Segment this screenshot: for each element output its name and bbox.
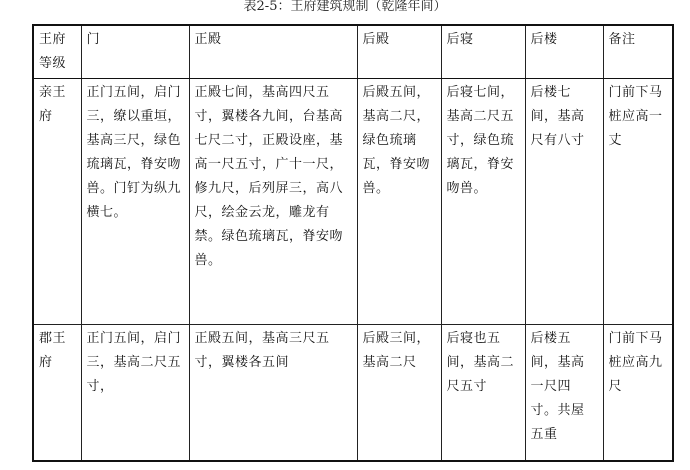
header-note: 备注 [603,25,673,79]
header-rank: 王府等级 [33,25,81,79]
cell-main-hall: 正殿五间，基高三尺五寸，翼楼各五间 [189,325,357,462]
cell-gate: 正门五间，启门三，缭以重垣，基高三尺，绿色琉璃瓦，脊安吻兽。门钉为纵九横七。 [81,79,189,325]
header-gate: 门 [81,25,189,79]
table-row [33,79,673,325]
header-rear-tower: 后楼 [525,25,603,79]
cell-rank: 亲王府 [33,79,81,325]
header-rear-hall: 后殿 [357,25,441,79]
cell-note: 门前下马桩应高一丈 [603,79,673,325]
cell-rear-hall: 后殿五间，基高二尺，绿色琉璃瓦，脊安吻兽。 [357,79,441,325]
cell-rear-tower: 后楼五间，基高一尺四寸。共屋五重 [525,325,603,462]
header-main-hall: 正殿 [189,25,357,79]
cell-rear-tower: 后楼七间，基高尺有八寸 [525,79,603,325]
cell-main-hall: 正殿七间，基高四尺五寸，翼楼各九间，台基高七尺二寸，正殿设座，基高一尺五寸，广十一尺，修九尺，后列屏三，高八尺，绘金云龙，雕龙有禁。绿色琉璃瓦，脊安吻兽。 [189,79,357,325]
table-header-row [33,25,673,79]
table-row [33,325,673,462]
cell-rear-chamber: 后寝也五间，基高二尺五寸 [441,325,525,462]
table-caption: 表2-5：王府建筑规制（乾隆年间） [243,0,447,14]
cell-note: 门前下马桩应高九尺 [603,325,673,462]
cell-rear-chamber: 后寝七间，基高二尺五寸，绿色琉璃瓦，脊安吻兽。 [441,79,525,325]
header-rear-chamber: 后寝 [441,25,525,79]
cell-rank: 郡王府 [33,325,81,462]
cell-rear-hall: 后殿三间，基高二尺 [357,325,441,462]
cell-gate: 正门五间，启门三，基高二尺五寸， [81,325,189,462]
palace-regulation-table [32,24,674,462]
